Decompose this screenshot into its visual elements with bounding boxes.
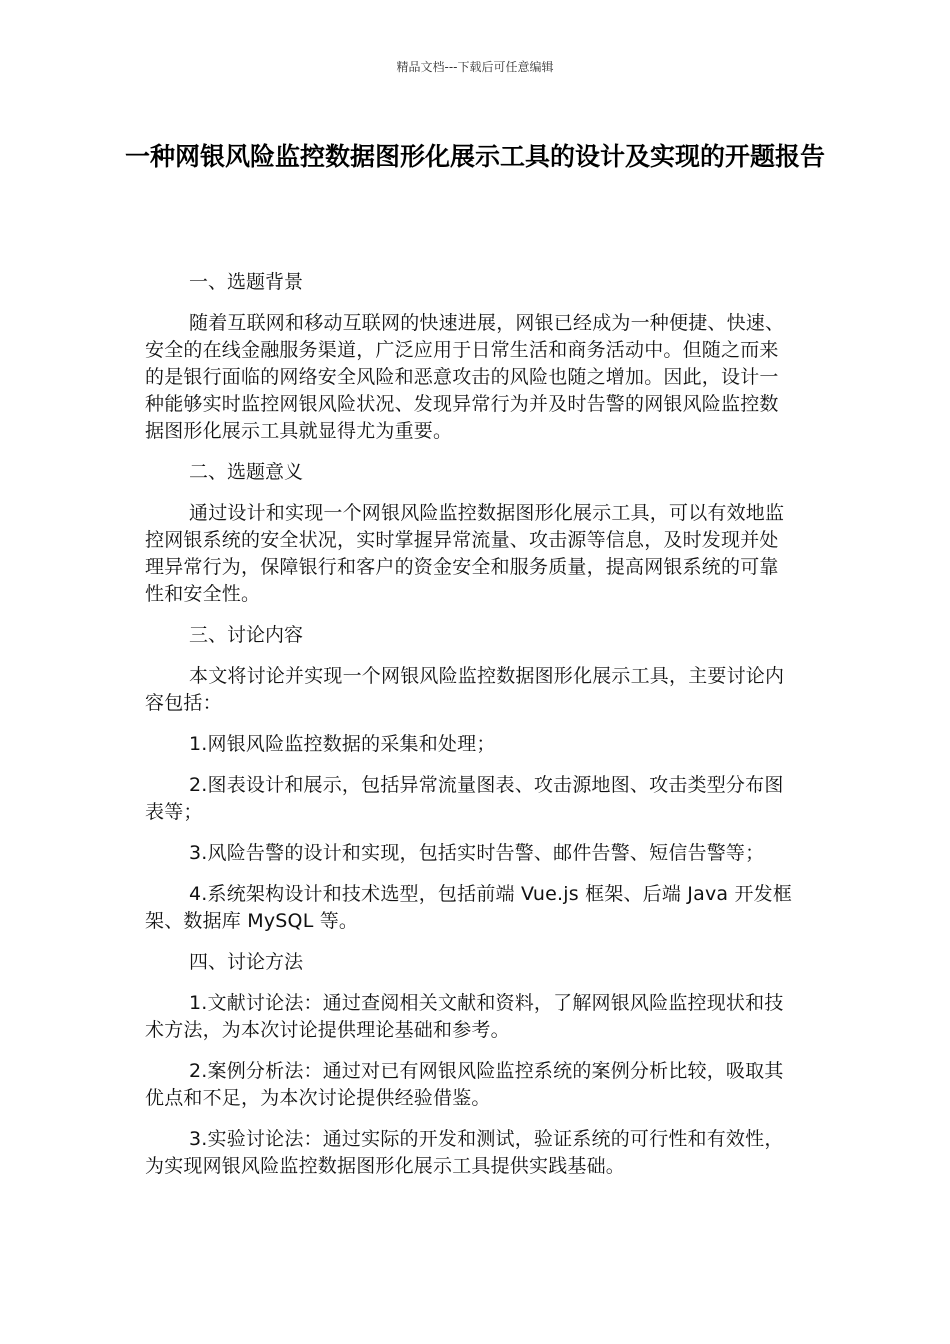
list-item: 2.案例分析法：通过对已有网银风险监控系统的案例分析比较，吸取其优点和不足，为本次讨论提供经验借鉴。: [145, 1060, 784, 1109]
section-heading-significance: 二、选题意义: [189, 461, 304, 483]
list-item: 4.系统架构设计和技术选型，包括前端 Vue.js 框架、后端 Java 开发框架、数据库 MySQL 等。: [145, 883, 793, 932]
list-item: 3.风险告警的设计和实现，包括实时告警、邮件告警、短信告警等；: [189, 842, 765, 864]
list-item: 1.文献讨论法：通过查阅相关文献和资料，了解网银风险监控现状和技术方法，为本次讨论提供理论基础和参考。: [145, 992, 784, 1041]
paragraph: 本文将讨论并实现一个网银风险监控数据图形化展示工具，主要讨论内容包括：: [145, 665, 785, 714]
document-title: 一种网银风险监控数据图形化展示工具的设计及实现的开题报告: [124, 142, 825, 171]
document-body: [145, 269, 795, 1194]
paragraph: 通过设计和实现一个网银风险监控数据图形化展示工具，可以有效地监控网银系统的安全状况，实时掌握异常流量、攻击源等信息，及时发现并处理异常行为，保障银行和客户的资金安全和服务质量，提高网银系统的可靠性和安全性。: [145, 502, 785, 605]
section-heading-background: 一、选题背景: [189, 271, 304, 293]
page-header: 精品文档---下载后可任意编辑: [396, 60, 554, 74]
list-item: 2.图表设计和展示，包括异常流量图表、攻击源地图、攻击类型分布图表等；: [145, 774, 784, 823]
section-heading-content: 三、讨论内容: [189, 624, 304, 646]
paragraph: 随着互联网和移动互联网的快速进展，网银已经成为一种便捷、快速、安全的在线金融服务渠道，广泛应用于日常生活和商务活动中。但随之而来的是银行面临的网络安全风险和恶意攻击的风险也随之增加。因此，设计一种能够实时监控网银风险状况、发现异常行为并及时告警的网银风险监控数据图形化展示工具就显得尤为重要。: [145, 312, 785, 442]
section-heading-method: 四、讨论方法: [189, 951, 304, 973]
list-item: 3.实验讨论法：通过实际的开发和测试，验证系统的可行性和有效性，为实现网银风险监控数据图形化展示工具提供实践基础。: [145, 1128, 784, 1177]
list-item: 1.网银风险监控数据的采集和处理；: [189, 733, 496, 755]
